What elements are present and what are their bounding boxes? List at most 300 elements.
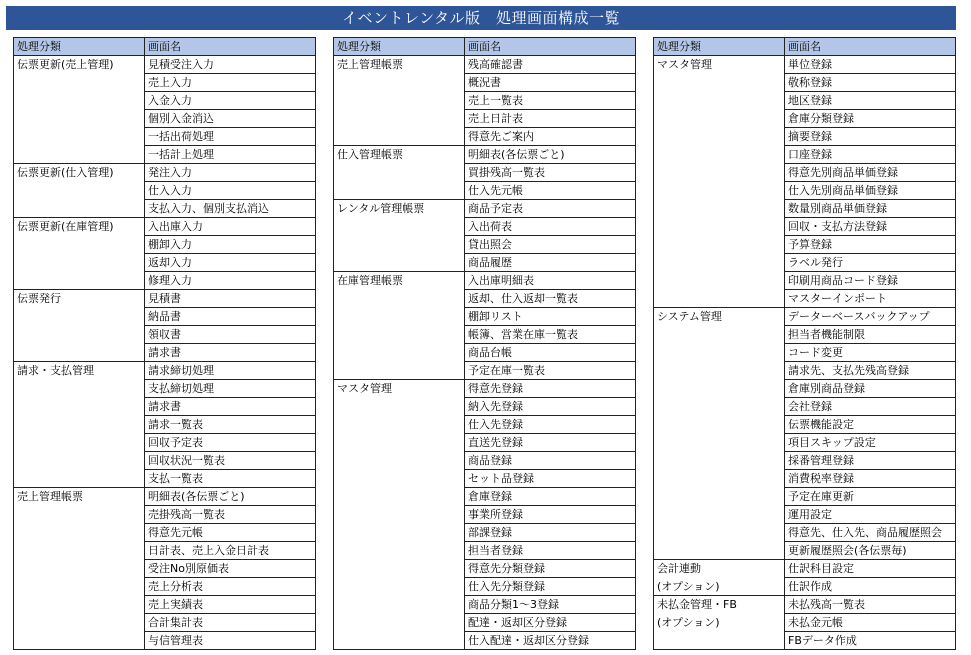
screen-name-cell: 請求書	[145, 398, 316, 416]
category-cell	[14, 416, 145, 434]
table-row	[14, 200, 316, 218]
category-cell	[334, 452, 465, 470]
table-row	[654, 110, 956, 128]
category-cell	[334, 254, 465, 272]
category-cell	[334, 596, 465, 614]
category-cell	[334, 236, 465, 254]
screen-name-cell: 貸出照会	[465, 236, 636, 254]
table-row	[14, 614, 316, 632]
table-row	[334, 542, 636, 560]
screen-name-cell: 得意先元帳	[145, 524, 316, 542]
screen-name-cell: 返却入力	[145, 254, 316, 272]
category-cell	[334, 362, 465, 380]
category-cell	[334, 524, 465, 542]
category-cell	[654, 524, 785, 542]
category-cell	[14, 92, 145, 110]
screen-name-cell: 未払金元帳	[785, 614, 956, 632]
table-row	[14, 542, 316, 560]
category-cell	[654, 182, 785, 200]
table-row	[14, 128, 316, 146]
table-row	[334, 398, 636, 416]
table-row	[334, 254, 636, 272]
category-cell	[14, 560, 145, 578]
category-cell	[14, 452, 145, 470]
screen-name-cell: 商品分類1～3登録	[465, 596, 636, 614]
screen-name-cell: 入金入力	[145, 92, 316, 110]
table-row	[334, 416, 636, 434]
category-cell: 売上管理帳票	[334, 56, 465, 74]
category-cell	[14, 110, 145, 128]
category-cell	[654, 452, 785, 470]
category-cell: 未払金管理・FB	[654, 596, 785, 614]
screen-name-cell: 仕訳科目設定	[785, 560, 956, 578]
screen-name-cell: 棚卸リスト	[465, 308, 636, 326]
screen-name-cell: 明細表(各伝票ごと)	[145, 488, 316, 506]
category-cell	[334, 182, 465, 200]
table-row	[334, 164, 636, 182]
screen-name-cell: 回収・支払方法登録	[785, 218, 956, 236]
screen-name-cell: 日計表、売上入金日計表	[145, 542, 316, 560]
screen-table-left	[13, 37, 316, 650]
table-row	[14, 56, 316, 74]
table-row	[14, 182, 316, 200]
category-cell	[654, 362, 785, 380]
category-cell	[334, 398, 465, 416]
category-cell	[334, 110, 465, 128]
category-cell	[654, 200, 785, 218]
screen-name-cell: 仕訳作成	[785, 578, 956, 596]
category-cell	[14, 182, 145, 200]
category-cell: 伝票更新(仕入管理)	[14, 164, 145, 182]
table-row	[334, 290, 636, 308]
table-row	[334, 488, 636, 506]
category-cell: (オプション)	[654, 614, 785, 632]
table-row	[654, 326, 956, 344]
screen-name-cell: 予定在庫一覧表	[465, 362, 636, 380]
category-cell: 請求・支払管理	[14, 362, 145, 380]
category-cell	[334, 218, 465, 236]
table-row	[654, 434, 956, 452]
table-row	[654, 614, 956, 632]
table-row	[334, 128, 636, 146]
table-row	[14, 578, 316, 596]
table-row	[654, 416, 956, 434]
category-cell	[654, 470, 785, 488]
table-row	[334, 272, 636, 290]
header-screen-name: 画面名	[465, 38, 636, 56]
table-row	[14, 380, 316, 398]
category-cell: 在庫管理帳票	[334, 272, 465, 290]
screen-name-cell: FBデータ作成	[785, 632, 956, 650]
category-cell: 伝票更新(売上管理)	[14, 56, 145, 74]
category-cell	[14, 470, 145, 488]
table-row	[654, 164, 956, 182]
category-cell	[334, 470, 465, 488]
table-row	[654, 146, 956, 164]
category-cell	[334, 614, 465, 632]
category-cell	[14, 254, 145, 272]
table-row	[654, 632, 956, 650]
table-row	[334, 74, 636, 92]
screen-name-cell: 支払締切処理	[145, 380, 316, 398]
category-cell	[14, 74, 145, 92]
table-row	[14, 632, 316, 650]
category-cell	[14, 524, 145, 542]
header-category: 処理分類	[14, 38, 145, 56]
table-row	[654, 272, 956, 290]
category-cell	[14, 326, 145, 344]
table-row	[654, 398, 956, 416]
table-row	[14, 362, 316, 380]
screen-name-cell: 得意先ご案内	[465, 128, 636, 146]
table-row	[14, 596, 316, 614]
screen-name-cell: 売上一覧表	[465, 92, 636, 110]
screen-name-cell: 仕入配達・返却区分登録	[465, 632, 636, 650]
table-row	[334, 452, 636, 470]
category-cell	[334, 542, 465, 560]
screen-name-cell: 入出荷表	[465, 218, 636, 236]
table-row	[14, 398, 316, 416]
table-row	[14, 74, 316, 92]
screen-name-cell: 項目スキップ設定	[785, 434, 956, 452]
table-row	[654, 344, 956, 362]
category-cell	[14, 344, 145, 362]
category-cell	[334, 506, 465, 524]
screen-name-cell: 与信管理表	[145, 632, 316, 650]
category-cell: システム管理	[654, 308, 785, 326]
screen-name-cell: 更新履歴照会(各伝票毎)	[785, 542, 956, 560]
screen-name-cell: 売上日計表	[465, 110, 636, 128]
screen-name-cell: 印刷用商品コード登録	[785, 272, 956, 290]
table-row	[14, 92, 316, 110]
category-cell	[654, 272, 785, 290]
category-cell	[654, 146, 785, 164]
table-row	[14, 272, 316, 290]
table-row	[654, 578, 956, 596]
category-cell: マスタ管理	[654, 56, 785, 74]
screen-name-cell: 数量別商品単価登録	[785, 200, 956, 218]
category-cell	[334, 344, 465, 362]
screen-name-cell: 予算登録	[785, 236, 956, 254]
category-cell	[14, 200, 145, 218]
screen-name-cell: 仕入先別商品単価登録	[785, 182, 956, 200]
screen-name-cell: 仕入先登録	[465, 416, 636, 434]
table-row	[654, 362, 956, 380]
screen-name-cell: 商品履歴	[465, 254, 636, 272]
table-row	[14, 524, 316, 542]
table-row	[334, 344, 636, 362]
category-cell: 売上管理帳票	[14, 488, 145, 506]
category-cell	[14, 434, 145, 452]
table-row	[654, 218, 956, 236]
screen-name-cell: 倉庫登録	[465, 488, 636, 506]
table-row	[654, 308, 956, 326]
screen-name-cell: 商品登録	[465, 452, 636, 470]
category-cell	[654, 128, 785, 146]
table-row	[654, 200, 956, 218]
category-cell	[334, 128, 465, 146]
screen-table-right	[653, 37, 956, 650]
screen-name-cell: 倉庫分類登録	[785, 110, 956, 128]
screen-name-cell: 請求一覧表	[145, 416, 316, 434]
table-row	[14, 344, 316, 362]
table-row	[654, 92, 956, 110]
category-cell: 会計連動	[654, 560, 785, 578]
header-screen-name: 画面名	[785, 38, 956, 56]
table-row	[14, 254, 316, 272]
category-cell	[654, 254, 785, 272]
screen-name-cell: 単位登録	[785, 56, 956, 74]
category-cell	[14, 398, 145, 416]
category-cell	[334, 434, 465, 452]
table-row	[334, 632, 636, 650]
category-cell	[654, 434, 785, 452]
screen-name-cell: 伝票機能設定	[785, 416, 956, 434]
category-cell	[334, 488, 465, 506]
screen-name-cell: 売上実績表	[145, 596, 316, 614]
table-row	[14, 164, 316, 182]
table-header-row	[14, 38, 316, 56]
header-category: 処理分類	[334, 38, 465, 56]
category-cell	[14, 596, 145, 614]
table-row	[14, 416, 316, 434]
table-row	[654, 290, 956, 308]
screen-name-cell: 入出庫明細表	[465, 272, 636, 290]
screen-name-cell: 仕入入力	[145, 182, 316, 200]
screen-name-cell: データーベースバックアップ	[785, 308, 956, 326]
screen-name-cell: 発注入力	[145, 164, 316, 182]
table-row	[334, 236, 636, 254]
category-cell: 仕入管理帳票	[334, 146, 465, 164]
screen-name-cell: 回収予定表	[145, 434, 316, 452]
category-cell	[334, 92, 465, 110]
screen-name-cell: 帳簿、営業在庫一覧表	[465, 326, 636, 344]
table-row	[14, 146, 316, 164]
screen-name-cell: 見積書	[145, 290, 316, 308]
table-row	[14, 470, 316, 488]
table-row	[654, 560, 956, 578]
table-row	[334, 200, 636, 218]
screen-name-cell: 運用設定	[785, 506, 956, 524]
category-cell	[334, 74, 465, 92]
screen-name-cell: 納入先登録	[465, 398, 636, 416]
category-cell	[654, 326, 785, 344]
screen-name-cell: 担当者機能制限	[785, 326, 956, 344]
screen-name-cell: 予定在庫更新	[785, 488, 956, 506]
table-row	[654, 182, 956, 200]
table-row	[334, 218, 636, 236]
screen-name-cell: 摘要登録	[785, 128, 956, 146]
category-cell	[654, 542, 785, 560]
screen-name-cell: 配達・返却区分登録	[465, 614, 636, 632]
table-row	[334, 470, 636, 488]
screen-name-cell: 仕入先分類登録	[465, 578, 636, 596]
table-row	[334, 326, 636, 344]
screen-name-cell: 見積受注入力	[145, 56, 316, 74]
category-cell	[14, 128, 145, 146]
screen-name-cell: 請求締切処理	[145, 362, 316, 380]
screen-name-cell: 入出庫入力	[145, 218, 316, 236]
table-row	[654, 470, 956, 488]
screen-name-cell: 請求先、支払先残高登録	[785, 362, 956, 380]
table-row	[334, 560, 636, 578]
category-cell: 伝票更新(在庫管理)	[14, 218, 145, 236]
category-cell	[654, 416, 785, 434]
category-cell	[654, 632, 785, 650]
category-cell	[654, 218, 785, 236]
category-cell: マスタ管理	[334, 380, 465, 398]
table-row	[334, 380, 636, 398]
table-row	[334, 92, 636, 110]
category-cell	[334, 578, 465, 596]
screen-name-cell: 直送先登録	[465, 434, 636, 452]
screen-name-cell: 支払一覧表	[145, 470, 316, 488]
category-cell	[334, 308, 465, 326]
table-row	[334, 524, 636, 542]
table-row	[14, 434, 316, 452]
category-cell	[14, 380, 145, 398]
category-cell	[14, 542, 145, 560]
category-cell	[14, 236, 145, 254]
screen-name-cell: 会社登録	[785, 398, 956, 416]
table-row	[334, 56, 636, 74]
table-row	[654, 524, 956, 542]
screen-name-cell: 部課登録	[465, 524, 636, 542]
category-cell	[654, 92, 785, 110]
category-cell	[654, 398, 785, 416]
category-cell: レンタル管理帳票	[334, 200, 465, 218]
table-row	[14, 290, 316, 308]
screen-name-cell: 得意先登録	[465, 380, 636, 398]
screen-name-cell: 概況書	[465, 74, 636, 92]
table-row	[654, 506, 956, 524]
screen-name-cell: 一括計上処理	[145, 146, 316, 164]
category-cell	[334, 560, 465, 578]
screen-name-cell: 採番管理登録	[785, 452, 956, 470]
screen-name-cell: 明細表(各伝票ごと)	[465, 146, 636, 164]
table-header-row	[654, 38, 956, 56]
table-row	[334, 308, 636, 326]
screen-name-cell: 一括出荷処理	[145, 128, 316, 146]
category-cell	[334, 290, 465, 308]
table-row	[334, 614, 636, 632]
table-row	[334, 578, 636, 596]
category-cell	[14, 506, 145, 524]
screen-name-cell: 消費税率登録	[785, 470, 956, 488]
category-cell	[654, 164, 785, 182]
screen-name-cell: 売上分析表	[145, 578, 316, 596]
table-header-row	[334, 38, 636, 56]
table-row	[14, 218, 316, 236]
category-cell	[654, 110, 785, 128]
screen-name-cell: 口座登録	[785, 146, 956, 164]
table-row	[654, 74, 956, 92]
category-cell	[654, 290, 785, 308]
table-row	[14, 110, 316, 128]
table-row	[14, 452, 316, 470]
category-cell	[654, 506, 785, 524]
screen-name-cell: 地区登録	[785, 92, 956, 110]
category-cell	[654, 344, 785, 362]
category-cell	[654, 380, 785, 398]
table-row	[14, 308, 316, 326]
screen-name-cell: 事業所登録	[465, 506, 636, 524]
category-cell: 伝票発行	[14, 290, 145, 308]
table-row	[334, 182, 636, 200]
screen-name-cell: 納品書	[145, 308, 316, 326]
screen-table-middle	[333, 37, 636, 650]
table-row	[654, 542, 956, 560]
screen-name-cell: 得意先、仕入先、商品履歴照会	[785, 524, 956, 542]
screen-name-cell: 仕入先元帳	[465, 182, 636, 200]
header-category: 処理分類	[654, 38, 785, 56]
screen-name-cell: 買掛残高一覧表	[465, 164, 636, 182]
category-cell	[334, 326, 465, 344]
screen-name-cell: 修理入力	[145, 272, 316, 290]
page-title: イベントレンタル版 処理画面構成一覧	[6, 6, 956, 30]
category-cell	[334, 632, 465, 650]
screen-name-cell: 返却、仕入返却一覧表	[465, 290, 636, 308]
screen-name-cell: 売上入力	[145, 74, 316, 92]
screen-name-cell: 棚卸入力	[145, 236, 316, 254]
screen-name-cell: 回収状況一覧表	[145, 452, 316, 470]
table-row	[654, 56, 956, 74]
category-cell	[14, 146, 145, 164]
table-row	[334, 110, 636, 128]
category-cell	[334, 164, 465, 182]
category-cell	[334, 416, 465, 434]
table-row	[14, 506, 316, 524]
category-cell	[654, 74, 785, 92]
screen-name-cell: 商品台帳	[465, 344, 636, 362]
table-row	[654, 452, 956, 470]
category-cell	[14, 308, 145, 326]
table-row	[654, 596, 956, 614]
category-cell	[14, 578, 145, 596]
table-row	[334, 596, 636, 614]
screen-name-cell: 個別入金消込	[145, 110, 316, 128]
screen-name-cell: 請求書	[145, 344, 316, 362]
table-row	[334, 362, 636, 380]
table-row	[654, 236, 956, 254]
table-row	[14, 326, 316, 344]
screen-name-cell: 得意先分類登録	[465, 560, 636, 578]
table-row	[654, 380, 956, 398]
screen-name-cell: セット品登録	[465, 470, 636, 488]
category-cell	[14, 632, 145, 650]
screen-name-cell: 得意先別商品単価登録	[785, 164, 956, 182]
screen-name-cell: マスターインポート	[785, 290, 956, 308]
screen-name-cell: 売掛残高一覧表	[145, 506, 316, 524]
table-row	[654, 128, 956, 146]
screen-name-cell: 未払残高一覧表	[785, 596, 956, 614]
screen-name-cell: 敬称登録	[785, 74, 956, 92]
header-screen-name: 画面名	[145, 38, 316, 56]
table-row	[334, 146, 636, 164]
table-row	[334, 506, 636, 524]
table-row	[654, 254, 956, 272]
category-cell	[14, 272, 145, 290]
screen-name-cell: 商品予定表	[465, 200, 636, 218]
table-row	[654, 488, 956, 506]
category-cell	[14, 614, 145, 632]
screen-name-cell: ラベル発行	[785, 254, 956, 272]
screen-name-cell: 残高確認書	[465, 56, 636, 74]
screen-name-cell: 合計集計表	[145, 614, 316, 632]
table-row	[14, 560, 316, 578]
screen-name-cell: 領収書	[145, 326, 316, 344]
table-row	[14, 236, 316, 254]
